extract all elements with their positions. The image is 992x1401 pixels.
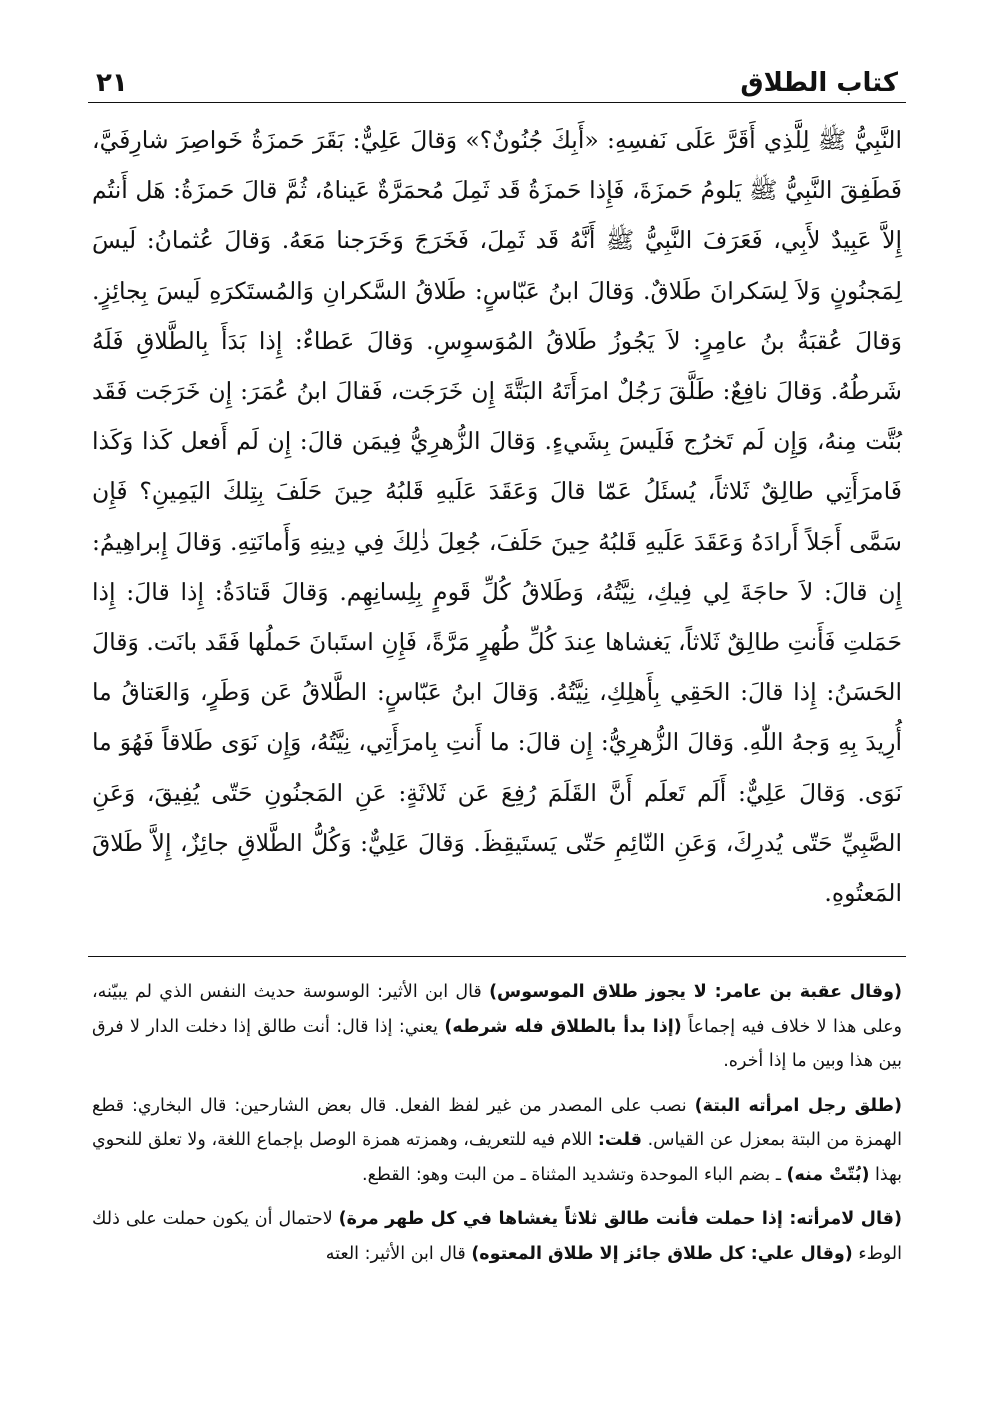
note-lemma: (طلق رجل امرأته البتة) — [694, 1095, 902, 1116]
chapter-title: كتاب الطلاق — [740, 68, 898, 98]
commentary-note — [92, 1202, 902, 1271]
commentary-note — [92, 1089, 902, 1193]
note-lemma: (إذا بدأ بالطلاق فله شرطه) — [444, 1016, 682, 1037]
note-text: لاحتمال أن يكون حملت على ذلك الوطء — [92, 1209, 902, 1264]
page-number: ٢١ — [96, 68, 128, 98]
note-text: اللام فيه للتعريف، وهمزته همزة الوصل بإجماع اللغة، ولا تعلق للنحوي بهذا — [92, 1130, 902, 1185]
note-text: قال ابن الأثير: العته — [325, 1243, 472, 1264]
note-text: يعني: إذا قال: أنت طالق إذا دخلت الدار لا فرق بين هذا وبين ما إذا أخره. — [92, 1016, 902, 1072]
note-lemma: (بُتّتْ منه) — [786, 1164, 870, 1185]
note-text: نصب على المصدر من غير لفظ الفعل. قال بعض الشارحين: قال البخاري: قطع الهمزة من البتة بمعزل عن القياس. — [92, 1095, 903, 1151]
commentary-note — [92, 975, 902, 1079]
note-lemma: (وقال عقبة بن عامر: لا يجوز طلاق الموسوس) — [489, 982, 902, 1003]
running-header — [88, 58, 906, 103]
footnote-separator — [88, 956, 906, 957]
note-lemma: (قال لامرأته: إذا حملت فأنت طالق ثلاثاً يغشاها في كل طهر مرة) — [338, 1209, 902, 1230]
main-text-block: النَّبِيُّ ﷺ لِلَّذِي أَقَرَّ عَلَى نَفسِهِ: «أَبِكَ جُنُونٌ؟» وَقالَ عَلِيٌّ: بَقَرَ حَمزَةُ خَواصِرَ شارِفَيَّ، فَطَفِقَ النَّبِيُّ ﷺ يَلومُ حَمزَةَ، فَإِذا حَمزَةُ قَد ثَمِلَ مُحمَرَّةٌ عَيناهُ، ثُمَّ قالَ حَمزَةُ: هَل أَنتُم إِلاَّ عَبِيدٌ لأَبِي، فَعَرَفَ النَّبِيُّ ﷺ أَنَّهُ قَد ثَمِلَ، فَخَرَجَ وَخَرَجنا مَعَهُ. وَقالَ عُثمانُ: لَيسَ لِمَجنُونٍ وَلاَ لِسَكرانَ طَلاقٌ. وَقالَ ابنُ عَبّاسٍ: طَلاقُ السَّكرانِ وَالمُستَكرَهِ لَيسَ بِجائِزٍ. وَقالَ عُقبَةُ بنُ عامِرٍ: لاَ يَجُوزُ طَلاقُ المُوَسوِسِ. وَقالَ عَطاءٌ: إِذا بَدَأَ بِالطَّلاقِ فَلَهُ شَرطُهُ. وَقالَ نافِعٌ: طَلَّقَ رَجُلٌ امرَأَتَهُ البَتَّةَ إِن خَرَجَت، فَقالَ ابنُ عُمَرَ: إِن خَرَجَت فَقَد بُتَّت مِنهُ، وَإِن لَم تَخرُج فَلَيسَ بِشَيءٍ. وَقالَ الزُّهرِيُّ فِيمَن قالَ: إِن لَم أَفعل كَذا وَكَذا فَامرَأَتِي طالِقٌ ثَلاثاً، يُسئَلُ عَمّا قالَ وَعَقَدَ عَلَيهِ قَلبُهُ حِينَ حَلَفَ بِتِلكَ اليَمِينِ؟ فَإِن سَمَّى أَجَلاً أَرادَهُ وَعَقَدَ عَلَيهِ قَلبُهُ حِينَ حَلَفَ، جُعِلَ ذٰلِكَ فِي دِينِهِ وَأَمانَتِهِ. وَقالَ إِبراهِيمُ: إِن قالَ: لاَ حاجَةَ لِي فِيكِ، نِيَّتُهُ، وَطَلاقُ كُلِّ قَومٍ بِلِسانِهِم. وَقالَ قَتادَةُ: إِذا قالَ: إِذا حَمَلتِ فَأَنتِ طالِقٌ ثَلاثاً، يَغشاها عِندَ كُلِّ طُهرٍ مَرَّةً، فَإِنِ استَبانَ حَملُها فَقَد بانَت. وَقالَ الحَسَنُ: إِذا قالَ: الحَقِي بِأَهلِكِ، نِيَّتُهُ. وَقالَ ابنُ عَبّاسٍ: الطَّلاقُ عَن وَطَرٍ، وَالعَتاقُ ما أُرِيدَ بِهِ وَجهُ اللّٰهِ. وَقالَ الزُّهرِيُّ: إِن قالَ: ما أَنتِ بِامرَأَتِي، نِيَّتُهُ، وَإِن نَوَى طَلاقاً فَهُوَ ما نَوَى. وَقالَ عَلِيٌّ: أَلَم تَعلَم أَنَّ القَلَمَ رُفِعَ عَن ثَلاثَةٍ: عَنِ المَجنُونِ حَتّى يُفِيقَ، وَعَنِ الصَّبِيِّ حَتّى يُدرِكَ، وَعَنِ النّائِمِ حَتّى يَستَيقِظَ. وَقالَ عَلِيٌّ: وَكُلُّ الطَّلاقِ جائِزٌ، إِلاَّ طَلاقَ المَعتُوهِ. — [92, 126, 902, 908]
note-text: قال ابن الأثير: الوسوسة حديث النفس الذي لم يبيّنه، وعلى هذا لا خلاف فيه إجماعاً — [92, 982, 903, 1037]
note-lemma: قلت: — [597, 1130, 642, 1151]
commentary-notes — [88, 975, 906, 1271]
book-page — [88, 58, 906, 1281]
note-text: ـ بضم الباء الموحدة وتشديد المثناة ـ من البت وهو: القطع. — [362, 1164, 787, 1185]
note-lemma: (وقال علي: كل طلاق جائز إلا طلاق المعتوه) — [471, 1243, 853, 1264]
